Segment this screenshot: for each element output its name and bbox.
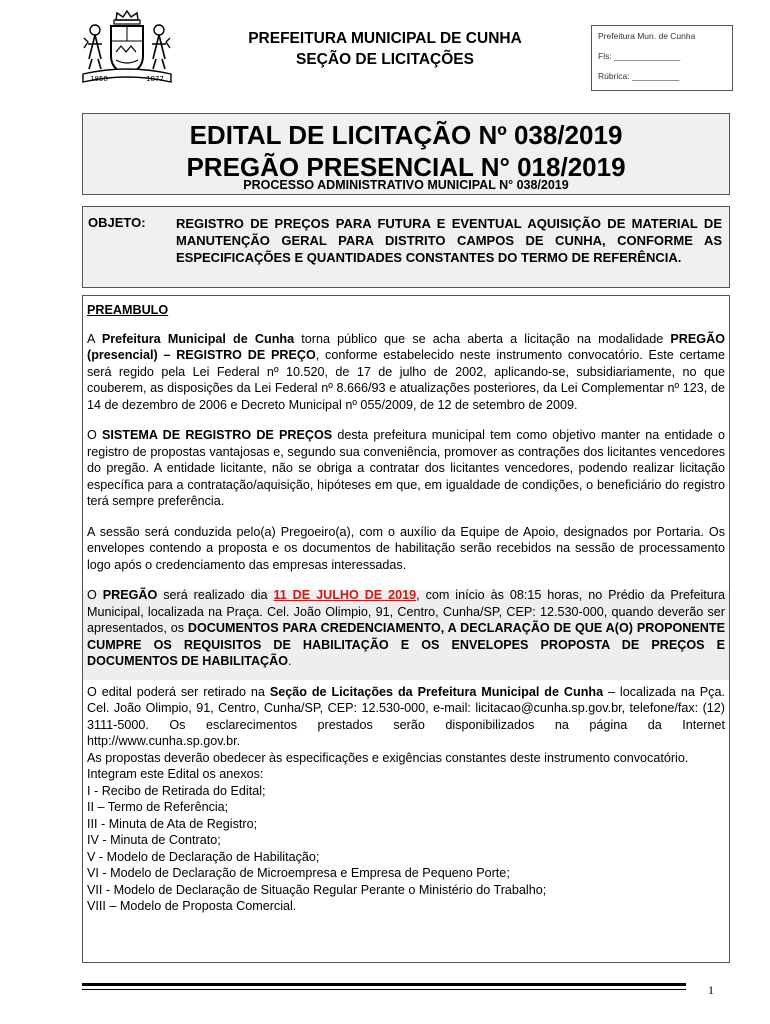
- p4-bold-e: DOCUMENTOS PARA CREDENCIAMENTO, A DECLARAÇÃO DE QUE A(O) PROPONENTE CUMPRE OS REQUISITOS DE HABILITAÇÃO E OS ENVELOPES PROPOSTA DE PREÇOS E DOCUMENTOS DE HABILITAÇÃO: [87, 621, 725, 668]
- objeto-text: REGISTRO DE PREÇOS PARA FUTURA E EVENTUAL AQUISIÇÃO DE MATERIAL DE MANUTENÇÃO GERAL PARA DISTRITO CAMPOS DE CUNHA, CONFORME AS ESPECIFICAÇÕES E QUANTIDADES CONSTANTES DO TERMO DE REFERÊNCIA.: [176, 216, 722, 265]
- annex-item: III - Minuta de Ata de Registro;: [87, 816, 258, 831]
- annex-item: IV - Minuta de Contrato;: [87, 833, 221, 847]
- p2-text-c: desta prefeitura municipal tem como objetivo manter na entidade o registro de propostas vantajosas e, segundo sua conveniência, promover as contrações dos licitantes vencedores do pregão. A entidade licitante, não se obriga a contratar dos licitantes vencedores, podendo realizar licitação específica para a contratação/aquisição, hipóteses em que, em igualdade de condições, o beneficiário do registro terá sempre preferência.: [87, 428, 725, 508]
- p1-text-c: torna público que se acha aberta a licitação na modalidade: [294, 331, 671, 346]
- paragraph-4: [87, 587, 725, 670]
- paragraph-1: [87, 331, 725, 414]
- annex-intro: Integram este Edital os anexos:: [87, 767, 264, 781]
- edital-title: EDITAL DE LICITAÇÃO Nº 038/2019: [189, 120, 623, 150]
- processo-subtitle: PROCESSO ADMINISTRATIVO MUNICIPAL N° 038/2019: [243, 178, 569, 192]
- p4-text-f: .: [288, 654, 292, 668]
- p2-text-a: O: [87, 428, 102, 442]
- annex-item: VIII – Modelo de Proposta Comercial.: [87, 899, 297, 913]
- paragraph-6: As propostas deverão obedecer às especificações e exigências constantes deste instrumento convocatório.: [87, 750, 689, 765]
- page-stamp-box: [591, 25, 733, 91]
- p5-bold-b: Seção de Licitações da Prefeitura Municipal de Cunha: [269, 684, 604, 699]
- annex-item: II – Termo de Referência;: [87, 800, 229, 814]
- p1-text-a: A: [87, 331, 102, 346]
- objeto-box: [82, 206, 730, 288]
- objeto-label: OBJETO:: [88, 215, 146, 230]
- crest-year-right: 1877: [146, 75, 164, 83]
- stamp-line-1: Prefeitura Mun. de Cunha: [598, 31, 696, 41]
- p5-text-a: O edital poderá ser retirado na: [87, 684, 270, 699]
- annex-item: VI - Modelo de Declaração de Microempresa e Empresa de Pequeno Porte;: [87, 866, 510, 880]
- p4-bold-b: PREGÃO: [102, 588, 158, 602]
- preamble-heading: PREAMBULO: [87, 303, 169, 317]
- header-title: [195, 28, 575, 70]
- p5-text-c: – localizada na Pça. Cel. João Olimpio, 91, Centro, Cunha/SP, CEP: 12.530-000, e-mail: licitacao@cunha.sp.gov.br, telefone/fax: (12) 3111-5000. Os esclarecimentos prestados serão disponibilizados na página da Internet http://www.cunha.sp.gov.br.: [87, 684, 725, 748]
- preamble-content: [87, 302, 725, 915]
- edital-title-box: [82, 113, 730, 195]
- page-number: 1: [708, 983, 714, 997]
- p1-bold-d: PREGÃO (presencial) – REGISTRO DE PREÇO: [87, 331, 725, 362]
- stamp-line-3: Rúbrica: __________: [598, 71, 680, 81]
- preamble-box: [82, 295, 730, 963]
- paragraph-2: [87, 427, 725, 510]
- paragraph-3: A sessão será conduzida pelo(a) Pregoeiro(a), com o auxílio da Equipe de Apoio, designados por Portaria. Os envelopes contendo a proposta e os documentos de habilitação serão recebidos na sessão de processamento logo após o credenciamento das empresas interessadas.: [87, 524, 725, 572]
- p4-text-c: será realizado dia: [157, 588, 274, 602]
- p1-text-e: , conforme estabelecido neste instrumento convocatório. Este certame será regido pela Lei Federal nº 10.520, de 17 de julho de 2002, aplicando-se, subsidiariamente, no que couberem, as disposições da Lei Federal nº 8.666/93 e atualizações posteriores, da Lei Complementar nº 123, de 14 de dezembro de 2006 e Decreto Municipal nº 055/2009, de 12 de setembro de 2009.: [87, 348, 725, 412]
- p2-bold-b: SISTEMA DE REGISTRO DE PREÇOS: [101, 428, 333, 442]
- annex-item: I - Recibo de Retirada do Edital;: [87, 783, 266, 798]
- crest-year-left: 1858: [90, 75, 108, 83]
- p1-bold-b: Prefeitura Municipal de Cunha: [101, 331, 295, 346]
- session-date: 11 DE JULHO DE 2019: [273, 588, 417, 602]
- header-line-2: SEÇÃO DE LICITAÇÕES: [296, 51, 474, 68]
- annex-list: [87, 783, 725, 915]
- annex-item: V - Modelo de Declaração de Habilitação;: [87, 849, 320, 864]
- p4-text-a: O: [87, 588, 103, 602]
- paragraph-5: [87, 684, 725, 750]
- header-line-1: PREFEITURA MUNICIPAL DE CUNHA: [248, 30, 522, 47]
- annex-item: VII - Modelo de Declaração de Situação Regular Perante o Ministério do Trabalho;: [87, 882, 547, 897]
- footer-rule-thin: [82, 989, 686, 990]
- p4-text-d: , com início às 08:15 horas, no Prédio da Prefeitura Municipal, localizada na Praça. Cel. João Olimpio, 91, Centro, Cunha/SP, CEP: 12.530-000, quando deverão ser apresentados, os: [87, 588, 725, 635]
- pregao-title: PREGÃO PRESENCIAL N° 018/2019: [186, 152, 626, 182]
- stamp-line-2: Fls: ______________: [598, 51, 681, 61]
- footer-rule-thick: [82, 983, 686, 986]
- municipal-crest-logo: [78, 8, 176, 88]
